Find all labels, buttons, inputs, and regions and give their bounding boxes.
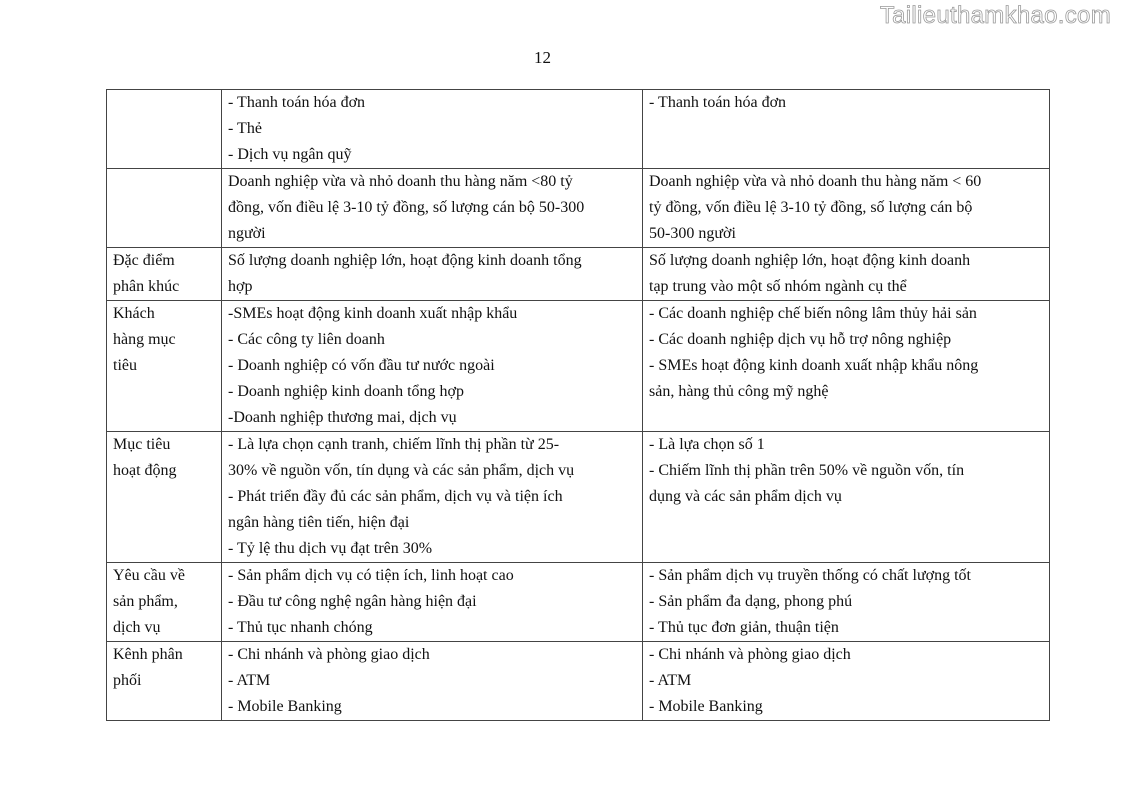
page-number: 12: [534, 48, 551, 67]
cell-line: - Mobile Banking: [228, 698, 342, 715]
col2-cell: [643, 563, 1050, 642]
cell-line: - Thủ tục nhanh chóng: [228, 619, 373, 636]
row-label-cell: [107, 301, 222, 432]
cell-line: 30% về nguồn vốn, tín dụng và các sản phẩm, dịch vụ: [228, 462, 575, 479]
cell-line: Doanh nghiệp vừa và nhỏ doanh thu hàng năm < 60: [649, 173, 982, 190]
col1-cell: [222, 563, 643, 642]
cell-line: Số lượng doanh nghiệp lớn, hoạt động kinh doanh: [649, 252, 971, 269]
cell-line: - Doanh nghiệp kinh doanh tổng hợp: [228, 383, 464, 400]
cell-line: - Dịch vụ ngân quỹ: [228, 146, 352, 163]
cell-line: Doanh nghiệp vừa và nhỏ doanh thu hàng năm <80 tỷ: [228, 173, 573, 190]
row-label-cell: [107, 248, 222, 301]
cell-line: - Chi nhánh và phòng giao dịch: [228, 646, 430, 663]
cell-line: sản phẩm,: [113, 593, 178, 610]
cell-line: - Thanh toán hóa đơn: [649, 94, 787, 111]
cell-line: đồng, vốn điều lệ 3-10 tỷ đồng, số lượng cán bộ 50-300: [228, 199, 585, 216]
col2-cell: [643, 642, 1050, 721]
cell-line: - Sản phẩm dịch vụ có tiện ích, linh hoạt cao: [228, 567, 514, 584]
cell-line: hoạt động: [113, 462, 177, 479]
col2-cell: [643, 90, 1050, 169]
cell-line: - Tỷ lệ thu dịch vụ đạt trên 30%: [228, 540, 433, 557]
cell-line: hợp: [228, 278, 253, 295]
cell-line: ngân hàng tiên tiến, hiện đại: [228, 514, 410, 531]
table-row: [107, 432, 1050, 563]
watermark: Tailieuthamkhao.com: [879, 2, 1111, 29]
row-label-cell: [107, 563, 222, 642]
cell-line: - Thủ tục đơn giản, thuận tiện: [649, 619, 839, 636]
row-label-cell: [107, 169, 222, 248]
cell-line: - SMEs hoạt động kinh doanh xuất nhập khẩu nông: [649, 357, 979, 374]
cell-line: người: [228, 225, 266, 242]
cell-line: tạp trung vào một số nhóm ngành cụ thể: [649, 278, 907, 295]
cell-line: - Sản phẩm dịch vụ truyền thống có chất lượng tốt: [649, 567, 971, 584]
cell-line: dụng và các sản phẩm dịch vụ: [649, 488, 842, 505]
col2-cell: [643, 432, 1050, 563]
cell-line: Số lượng doanh nghiệp lớn, hoạt động kinh doanh tổng: [228, 252, 582, 269]
cell-line: - Chiếm lĩnh thị phần trên 50% về nguồn vốn, tín: [649, 462, 965, 479]
col2-cell: [643, 301, 1050, 432]
cell-line: dịch vụ: [113, 619, 161, 636]
row-label-cell: [107, 432, 222, 563]
cell-line: - ATM: [649, 672, 692, 689]
row-label-cell: [107, 90, 222, 169]
col1-cell: [222, 248, 643, 301]
cell-line: - Phát triển đầy đủ các sản phẩm, dịch vụ và tiện ích: [228, 488, 563, 505]
cell-line: - Là lựa chọn cạnh tranh, chiếm lĩnh thị phần từ 25-: [228, 436, 560, 453]
cell-line: - Các doanh nghiệp dịch vụ hỗ trợ nông nghiệp: [649, 331, 952, 348]
cell-line: 50-300 người: [649, 225, 736, 242]
cell-line: - Doanh nghiệp có vốn đầu tư nước ngoài: [228, 357, 495, 374]
cell-line: - Các doanh nghiệp chế biến nông lâm thủy hải sản: [649, 305, 977, 322]
cell-line: Đặc điểm: [113, 252, 175, 269]
col1-cell: [222, 642, 643, 721]
cell-line: -Doanh nghiệp thương mai, dịch vụ: [228, 409, 457, 426]
cell-line: phối: [113, 672, 142, 689]
cell-line: Khách: [113, 305, 155, 322]
col2-cell: [643, 169, 1050, 248]
cell-line: Mục tiêu: [113, 436, 171, 453]
table-row: [107, 642, 1050, 721]
col1-cell: [222, 432, 643, 563]
table-body: [107, 90, 1050, 721]
cell-line: - Sản phẩm đa dạng, phong phú: [649, 593, 853, 610]
cell-line: - Đầu tư công nghệ ngân hàng hiện đại: [228, 593, 477, 610]
cell-line: - Thẻ: [228, 120, 262, 137]
cell-line: - Chi nhánh và phòng giao dịch: [649, 646, 851, 663]
row-label-cell: [107, 642, 222, 721]
cell-line: - Là lựa chọn số 1: [649, 436, 765, 453]
table-row: [107, 169, 1050, 248]
cell-line: - Thanh toán hóa đơn: [228, 94, 366, 111]
cell-line: - ATM: [228, 672, 271, 689]
col2-cell: [643, 248, 1050, 301]
cell-line: - Mobile Banking: [649, 698, 763, 715]
table-row: [107, 90, 1050, 169]
table-row: [107, 248, 1050, 301]
table-row: [107, 301, 1050, 432]
cell-line: tỷ đồng, vốn điều lệ 3-10 tỷ đồng, số lượng cán bộ: [649, 199, 973, 216]
table-row: [107, 563, 1050, 642]
cell-line: -SMEs hoạt động kinh doanh xuất nhập khẩu: [228, 305, 518, 322]
cell-line: tiêu: [113, 357, 137, 374]
cell-line: Yêu cầu về: [113, 567, 185, 584]
col1-cell: [222, 169, 643, 248]
cell-line: hàng mục: [113, 331, 176, 348]
comparison-table: [106, 89, 1050, 721]
cell-line: phân khúc: [113, 278, 180, 295]
cell-line: sản, hàng thủ công mỹ nghệ: [649, 383, 829, 400]
col1-cell: [222, 90, 643, 169]
cell-line: Kênh phân: [113, 646, 183, 663]
cell-line: - Các công ty liên doanh: [228, 331, 385, 348]
col1-cell: [222, 301, 643, 432]
